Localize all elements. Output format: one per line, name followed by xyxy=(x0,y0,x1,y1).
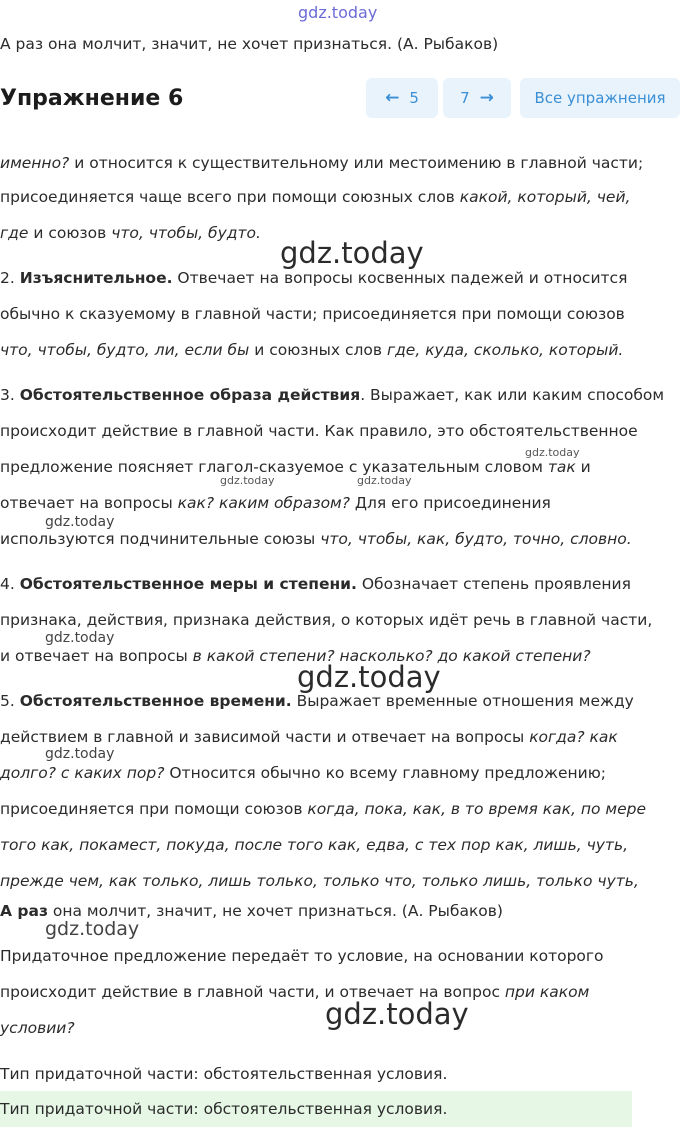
text-line: признака, действия, признака действия, о которых идёт речь в главной части, xyxy=(0,611,653,629)
watermark-tiny: gdz.today xyxy=(357,474,412,487)
prev-exercise-number: 5 xyxy=(409,89,419,107)
text-line: 2. Изъяснительное. Отвечает на вопросы косвенных падежей и относится xyxy=(0,269,628,287)
arrow-right-icon: → xyxy=(479,88,494,108)
text-line: именно? и относится к существительному или местоимению в главной части; xyxy=(0,154,644,172)
watermark-big: gdz.today xyxy=(325,997,469,1031)
watermark-small: gdz.today xyxy=(45,630,115,646)
text-line: присоединяется чаще всего при помощи союзных слов какой, который, чей, xyxy=(0,188,631,206)
watermark-tiny: gdz.today xyxy=(220,474,275,487)
text-line: используются подчинительные союзы что, чтобы, как, будто, точно, словно. xyxy=(0,530,632,548)
watermark-small: gdz.today xyxy=(45,514,115,530)
text-line: присоединяется при помощи союзов когда, пока, как, в то время как, по мере xyxy=(0,800,647,818)
text-line: 3. Обстоятельственное образа действия. Выражает, как или каким способом xyxy=(0,386,665,404)
text-line: 4. Обстоятельственное меры и степени. Обозначает степень проявления xyxy=(0,575,631,593)
text-line: действием в главной и зависимой части и отвечает на вопросы когда? как xyxy=(0,728,618,746)
next-exercise-button[interactable] xyxy=(443,78,511,118)
watermark-top: gdz.today xyxy=(298,3,378,22)
watermark-small: gdz.today xyxy=(45,918,140,940)
arrow-left-icon: ← xyxy=(385,88,400,108)
answer-text: Тип придаточной части: обстоятельственная условия. xyxy=(0,1100,448,1118)
text-line: того как, покамест, покуда, после того как, едва, с тех пор как, лишь, чуть, xyxy=(0,836,629,854)
explanation-line: Придаточное предложение передаёт то условие, на основании которого xyxy=(0,947,604,965)
next-exercise-number: 7 xyxy=(460,89,470,107)
intro-sentence: А раз она молчит, значит, не хочет признаться. (А. Рыбаков) xyxy=(0,35,499,53)
text-line: 5. Обстоятельственное времени. Выражает временные отношения между xyxy=(0,692,634,710)
explanation-line: условии? xyxy=(0,1019,75,1037)
all-exercises-label: Все упражнения xyxy=(534,89,666,107)
text-line: где и союзов что, чтобы, будто. xyxy=(0,224,261,242)
text-line: прежде чем, как только, лишь только, только что, только лишь, только чуть, xyxy=(0,872,639,890)
text-line: что, чтобы, будто, ли, если бы и союзных слов где, куда, сколько, который. xyxy=(0,341,624,359)
clause-type-line: Тип придаточной части: обстоятельственная условия. xyxy=(0,1065,448,1083)
prev-exercise-button[interactable] xyxy=(366,78,438,118)
watermark-tiny: gdz.today xyxy=(525,446,580,459)
text-line: предложение поясняет глагол-сказуемое с указательным словом так и xyxy=(0,458,591,476)
all-exercises-button[interactable] xyxy=(520,78,680,118)
text-line: долго? с каких пор? Относится обычно ко всему главному предложению; xyxy=(0,764,607,782)
watermark-big: gdz.today xyxy=(297,660,441,694)
watermark-big: gdz.today xyxy=(280,236,424,270)
watermark-small: gdz.today xyxy=(45,746,115,762)
text-line: отвечает на вопросы как? каким образом? Для его присоединения xyxy=(0,494,551,512)
solution-sentence: А раз она молчит, значит, не хочет признаться. (А. Рыбаков) xyxy=(0,902,503,920)
exercise-title: Упражнение 6 xyxy=(0,86,184,111)
explanation-line: происходит действие в главной части, и отвечает на вопрос при каком xyxy=(0,983,590,1001)
text-line: обычно к сказуемому в главной части; присоединяется при помощи союзов xyxy=(0,305,625,323)
text-line: происходит действие в главной части. Как правило, это обстоятельственное xyxy=(0,422,638,440)
text-line: и отвечает на вопросы в какой степени? насколько? до какой степени? xyxy=(0,647,591,665)
